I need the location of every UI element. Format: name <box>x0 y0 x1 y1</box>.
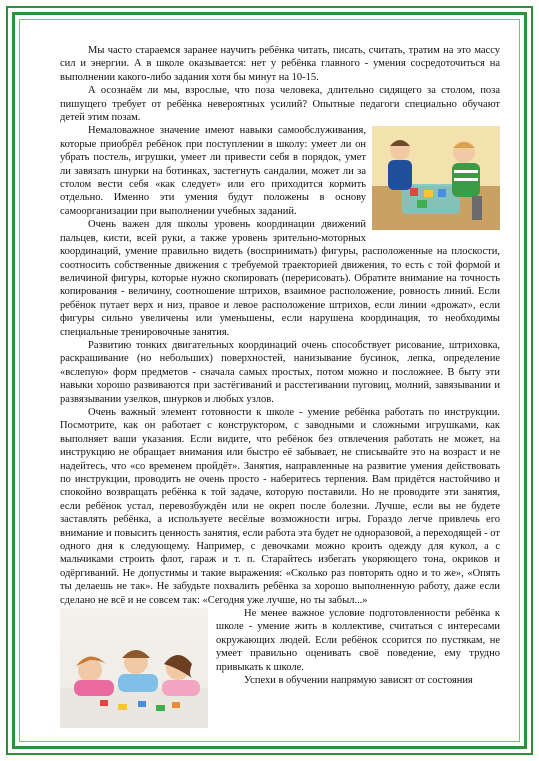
paragraph-1: Мы часто стараемся заранее научить ребёнка читать, писать, считать, тратим на это массу сил и энергии. А в школе оказывается: нет у ребёнка главного - умения сосредоточиться на выполнении какого-либо задания хотя бы минут на 10-15. <box>60 45 500 83</box>
paragraph-6: Очень важный элемент готовности к школе - умение ребёнка работать по инструкции. Посмотрите, как он работает с конструктором, с заводными и сложными игрушками, как выполняет ваши указания. Если видите, что ребёнок без отвлечения работать не может, на инструкцию не обращает внимания или быстро её забывает, не списывайте это на возраст и не надейтесь, что «со временем пройдёт». Занятия, направленные на развитие умения действовать по инструкции, проводить не очень просто - наберитесь терпения. Вам придётся настойчиво и спокойно возвращать ребёнка к той задаче, которую поставили. Но не проводите эти занятия, если ребёнок устал, перевозбуждён или не окреп после болезни. Лучше, если вы не будете заставлять ребёнка, а используете весёлые возможности игры. Гораздо легче привлечь его внимание и повысить ценность занятия, если работа эта будет не одноразовой, а переходящей - от одного дня к следующему. Например, с девочками можно кроить одежду для кукол, а с мальчиками строить флот, гараж и т. п. Старайтесь избегать укоряющего тона, окриков и одёргиваний. Не допустимы и такие выражения: «Сколько раз повторять одно и то же», «Опять ты делаешь не так». Не забудьте похвалить ребёнка за хорошо выполненную работу, даже если сделано не всё и не совсем так: «Сегодня уже лучше, но ты забыл...» <box>60 406 500 606</box>
photo-children-lying-playing <box>60 608 208 728</box>
photo-boys-playing-with-toys <box>372 126 500 230</box>
paragraph-3: Немаловажное значение имеют навыки самообслуживания, которые приобрёл ребёнок при поступлении в школу: умеет ли он убрать постель, игрушки, умеет ли привести себя в порядок, умет ли завязать шнурки на ботинках, застегнуть сандалии, может ли за столом вести себя «как следует» или его приходится кормить отдельно. Именно эти умения будут положены в основу самоорганизации при выполнении учебных заданий. <box>60 125 366 217</box>
paragraph-8: Успехи в обучении напрямую зависят от состояния <box>244 675 473 687</box>
paragraph-5: Развитию тонких двигательных координаций очень способствует рисование, штриховка, раскрашивание (но небольших) поверхностей, нанизывание бусинок, лепка, определение «вслепую» форм предметов - сначала самых простых, потом можно и посложнее. В быту эти навыки хорошо развиваются при застёгиваний и расстегивании пуговиц, молний, завязывании и развязывании узелков, шнурков и любых узлов. <box>60 339 500 405</box>
paragraph-4: Очень важен для школы уровень координации движений пальцев, кисти, всей руки, а также уровень зрительно-моторных координаций, умение правильно видеть (воспринимать) фигуры, расположенные на плоскости, соотносить собственные движения с требуемой траекторией движения, то есть с той формой и величиной фигуры, которые нужно скопировать (перерисовать). Обратите внимание на точность копирования - величину, соотношение штрихов, взаимное расположение, ровность линий. Если ребёнок путает верх и низ, правое и левое расположение штрихов, если линии «дрожат», если фигуры сильно увеличены или уменьшены, если нарушена координация, то необходимы специальные тренировочные занятия. <box>60 219 500 338</box>
paragraph-2: А осознаём ли мы, взрослые, что поза человека, длительно сидящего за столом, поза пишущего требует от ребёнка невероятных усилий? Опытные педагоги специально обучают детей этим позам. <box>60 85 500 124</box>
article-body <box>60 44 500 730</box>
paragraph-7: Не менее важное условие подготовленности ребёнка к школе - умение жить в коллективе, считаться с интересами окружающих людей. Если ребёнок ссорится по пустякам, не умеет правильно оценивать своё поведение, ему трудно привыкать к школе. <box>216 608 500 673</box>
